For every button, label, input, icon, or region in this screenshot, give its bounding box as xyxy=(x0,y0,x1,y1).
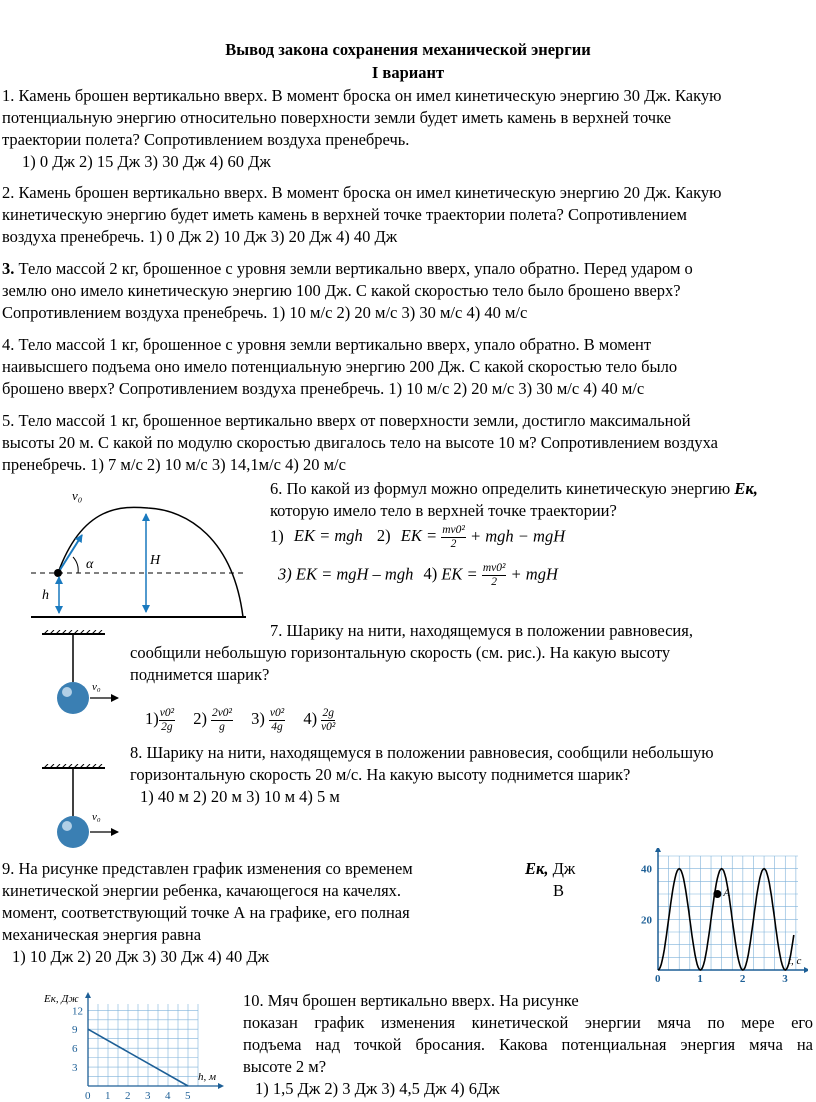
question-9 xyxy=(2,858,413,968)
question-line: брошено вверх? Сопротивлением воздуха пренебречь. 1) 10 м/с 2) 20 м/с 3) 30 м/с 4) 40 м/с xyxy=(2,379,645,398)
answer-options: 1) 40 м 2) 20 м 3) 10 м 4) 5 м xyxy=(140,787,340,806)
formula-3: 3) EK = mgH – mgh xyxy=(278,564,414,584)
question-line: 1. Камень брошен вертикально вверх. В момент броска он имел кинетическую энергию 30 Дж. Какую xyxy=(2,86,722,105)
question-line: высоте 2 м? xyxy=(243,1057,327,1076)
question-line: 4. Тело массой 1 кг, брошенное с уровня земли вертикально вверх, упало обратно. В момент xyxy=(2,335,652,354)
x-axis-arrow xyxy=(804,967,808,973)
formula-4-rest: + mgH xyxy=(510,564,558,584)
x-tick-label: 0 xyxy=(85,1090,91,1102)
q9-side-v: В xyxy=(553,881,565,900)
y-tick-label: 12 xyxy=(72,1005,83,1018)
point-a-label: A xyxy=(723,887,731,899)
formula-2-fraction: $\frac{\text{mv0²}}{2}$ xyxy=(442,524,465,550)
variant-label: I вариант xyxy=(371,63,445,82)
option-number: 1) xyxy=(270,526,284,546)
ball xyxy=(57,816,89,848)
v0-label: v₀ xyxy=(92,681,101,693)
question-line: горизонтальную скорость 20 м/с. На какую высоту поднимется шарик? xyxy=(130,765,631,784)
formula-1: EK = mgh xyxy=(293,526,363,546)
angle-arc xyxy=(73,557,78,573)
x-tick-label: 4 xyxy=(165,1090,171,1102)
question-7 xyxy=(270,620,693,642)
x-tick-label: 3 xyxy=(145,1090,151,1102)
x-tick-label: 0 xyxy=(655,973,661,984)
x-axis-label: h, м xyxy=(198,1071,217,1083)
question-5 xyxy=(2,410,718,476)
q7-options: 1) $\frac{\text{v0²}}{2g}$ 2) $\frac{\text{2v0²}}{g}$ 3) $\frac{\text{v0²}}{4g}$ 4) $\frac{2g}{\text{v0²}}$ xyxy=(145,706,336,733)
question-line: показан график изменения кинетической энергии мяча по мере его xyxy=(243,1013,813,1032)
x-tick-label: 3 xyxy=(782,973,788,984)
answer-options: 1) 0 Дж 2) 15 Дж 3) 30 Дж 4) 60 Дж xyxy=(22,152,271,171)
v0-label: v₀ xyxy=(92,811,101,823)
question-line: Сопротивлением воздуха пренебречь. 1) 10 м/с 2) 20 м/с 3) 30 м/с 4) 40 м/с xyxy=(2,303,528,322)
question-line: потенциальную энергию относительно поверхности земли будет иметь камень в верхней точке xyxy=(2,108,672,127)
x-tick-label: 1 xyxy=(697,973,703,984)
y-tick-label: 9 xyxy=(72,1024,78,1037)
x-axis-arrow xyxy=(218,1083,224,1089)
x-axis-label: t, c xyxy=(788,955,802,967)
question-line: высоты 20 м. С какой по модулю скоростью двигалось тело на высоте 10 м? Сопротивлением воздуха xyxy=(2,433,718,452)
q7-option-1: $\frac{\text{v0²}}{2g}$ xyxy=(159,706,175,733)
question-line: траектории полета? Сопротивлением воздуха пренебречь. xyxy=(2,130,410,149)
ek-time-chart xyxy=(636,848,808,984)
point-a xyxy=(713,890,721,898)
question-6 xyxy=(270,478,758,522)
question-2 xyxy=(2,182,721,248)
q7-option-2: $\frac{\text{2v0²}}{g}$ xyxy=(211,706,232,733)
y-axis-arrow xyxy=(85,992,91,998)
x-tick-label: 1 xyxy=(105,1090,111,1102)
x-tick-label: 2 xyxy=(739,973,746,984)
formula-2-rest: + mgh − mgH xyxy=(469,526,566,546)
option-number: 4) xyxy=(423,564,438,584)
y-tick-label: 40 xyxy=(641,863,652,876)
trajectory-figure xyxy=(28,484,250,630)
ek-symbol: Eк, xyxy=(734,479,758,498)
question-line: 2. Камень брошен вертикально вверх. В момент броска он имел кинетическую энергию 20 Дж. Какую xyxy=(2,183,722,202)
v0-label: v₀ xyxy=(72,488,83,503)
y-tick-label: 3 xyxy=(72,1062,78,1075)
pendulum-figure-2 xyxy=(40,764,125,856)
q7-option-4: $\frac{2g}{\text{v0²}}$ xyxy=(321,706,336,733)
answer-options: 1) 10 Дж 2) 20 Дж 3) 30 Дж 4) 40 Дж xyxy=(12,947,269,966)
question-line: 5. Тело массой 1 кг, брошенное вертикально вверх от поверхности земли, достигло максимальной xyxy=(2,411,691,430)
question-line: 7. Шарику на нити, находящемуся в положении равновесия, xyxy=(270,621,693,640)
question-line: момент, соответствующий точке А на графике, его полная xyxy=(2,903,410,922)
question-line: кинетическую энергию будет иметь камень в верхней точке траектории полета? Сопротивлением xyxy=(2,205,687,224)
question-line: которую имело тело в верхней точке траектории? xyxy=(270,501,617,520)
question-line: 6. По какой из формул можно определить кинетическую энергию xyxy=(270,479,735,498)
question-3 xyxy=(2,258,693,324)
pendulum-figure-1 xyxy=(40,630,125,722)
y-axis-arrow xyxy=(655,848,661,852)
question-number: 3. xyxy=(2,259,15,278)
question-10 xyxy=(243,990,579,1012)
question-line: Тело массой 2 кг, брошенное с уровня земли вертикально вверх, упало обратно. Перед ударом о xyxy=(14,259,693,278)
question-line: подъема над точкой бросания. Какова потенциальная энергия мяча на xyxy=(243,1035,813,1054)
y-tick-label: 20 xyxy=(641,914,652,927)
question-line: наивысшего подъема оно имело потенциальную энергию 200 Дж. С какой скоростью тело было xyxy=(2,357,678,376)
answer-options: 1) 1,5 Дж 2) 3 Дж 3) 4,5 Дж 4) 6Дж xyxy=(255,1079,500,1098)
question-line: землю оно имело кинетическую энергию 100 Дж. С какой скоростью тело было брошено вверх? xyxy=(2,281,681,300)
question-4 xyxy=(2,334,677,400)
formula-4-lhs: EK = xyxy=(441,564,478,584)
ek-height-chart xyxy=(36,990,232,1102)
question-line: 10. Мяч брошен вертикально вверх. На рисунке xyxy=(243,991,579,1010)
q6-option-row-2 xyxy=(278,562,558,589)
stone-dot xyxy=(54,569,62,577)
question-line: сообщили небольшую горизонтальную скорость (см. рис.). На какую высоту xyxy=(130,643,671,662)
question-line: кинетической энергии ребенка, качающегося на качелях. xyxy=(2,881,402,900)
ek-symbol: Eк, xyxy=(525,859,549,878)
question-line: 9. На рисунке представлен график изменения со временем xyxy=(2,859,413,878)
question-line: воздуха пренебречь. 1) 0 Дж 2) 10 Дж 3) 20 Дж 4) 40 Дж xyxy=(2,227,398,246)
alpha-label: α xyxy=(86,557,94,572)
ball xyxy=(57,682,89,714)
question-line: механическая энергия равна xyxy=(2,925,202,944)
y-axis-label: Eк, Дж xyxy=(44,993,79,1005)
formula-4-fraction: $\frac{\text{mv0²}}{2}$ xyxy=(482,562,506,588)
question-8 xyxy=(130,742,714,808)
question-line: поднимется шарик? xyxy=(130,665,270,684)
q9-side-label: Eк, Дж xyxy=(525,859,576,878)
question-line: пренебречь. 1) 7 м/с 2) 10 м/с 3) 14,1м/с 4) 20 м/с xyxy=(2,455,346,474)
x-tick-label: 5 xyxy=(185,1090,191,1102)
formula-2-lhs: EK = xyxy=(400,526,438,546)
option-number: 2) xyxy=(376,526,391,546)
question-1 xyxy=(2,85,721,173)
H-label: H xyxy=(150,553,161,568)
page-title: Вывод закона сохранения механической энергии xyxy=(225,40,591,59)
h-label: h xyxy=(42,588,49,603)
q7-option-3: $\frac{\text{v0²}}{4g}$ xyxy=(269,706,285,733)
q6-option-row-1 xyxy=(270,524,565,551)
question-line: 8. Шарику на нити, находящемуся в положении равновесия, сообщили небольшую xyxy=(130,743,714,762)
x-tick-label: 2 xyxy=(125,1090,131,1102)
y-tick-label: 6 xyxy=(72,1043,78,1056)
